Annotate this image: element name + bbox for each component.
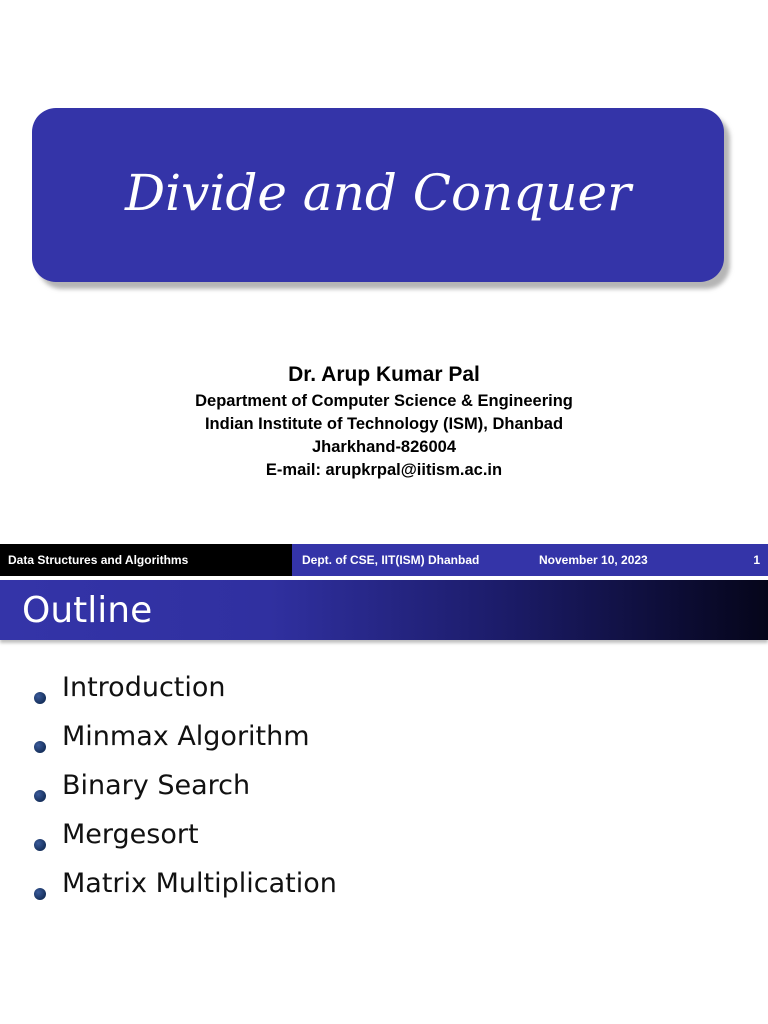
list-item-label: Introduction	[62, 672, 226, 703]
list-item	[0, 813, 768, 862]
bullet-icon	[34, 888, 46, 900]
list-item-label: Binary Search	[62, 770, 251, 801]
band-course: Data Structures and Algorithms	[8, 553, 189, 567]
list-item	[0, 764, 768, 813]
outline-title: Outline	[22, 589, 153, 631]
list-item	[0, 862, 768, 911]
author-institute: Indian Institute of Technology (ISM), Dhanbad	[204, 415, 564, 433]
outline-list	[0, 666, 768, 911]
list-item	[0, 715, 768, 764]
bullet-icon	[34, 839, 46, 851]
list-item-label: Minmax Algorithm	[62, 721, 310, 752]
author-block	[0, 360, 768, 482]
author-name: Dr. Arup Kumar Pal	[288, 363, 480, 386]
band-dept: Dept. of CSE, IIT(ISM) Dhanbad	[302, 553, 480, 567]
author-location: Jharkhand-826004	[312, 438, 456, 456]
bullet-icon	[34, 692, 46, 704]
band-info-section	[292, 544, 768, 576]
list-item-label: Matrix Multiplication	[62, 868, 337, 899]
band-page-number: 1	[753, 553, 760, 567]
band-course-section	[0, 544, 292, 576]
author-email: E-mail: arupkrpal@iitism.ac.in	[265, 461, 503, 479]
list-item-label: Mergesort	[62, 819, 199, 850]
list-item	[0, 666, 768, 715]
title-box	[32, 108, 724, 282]
bullet-icon	[34, 790, 46, 802]
band-date: November 10, 2023	[539, 553, 648, 567]
outline-header	[0, 580, 768, 640]
footer-band	[0, 544, 768, 576]
author-department: Department of Computer Science & Engineering	[195, 392, 573, 410]
slide-title: Divide and Conquer	[125, 164, 631, 222]
bullet-icon	[34, 741, 46, 753]
